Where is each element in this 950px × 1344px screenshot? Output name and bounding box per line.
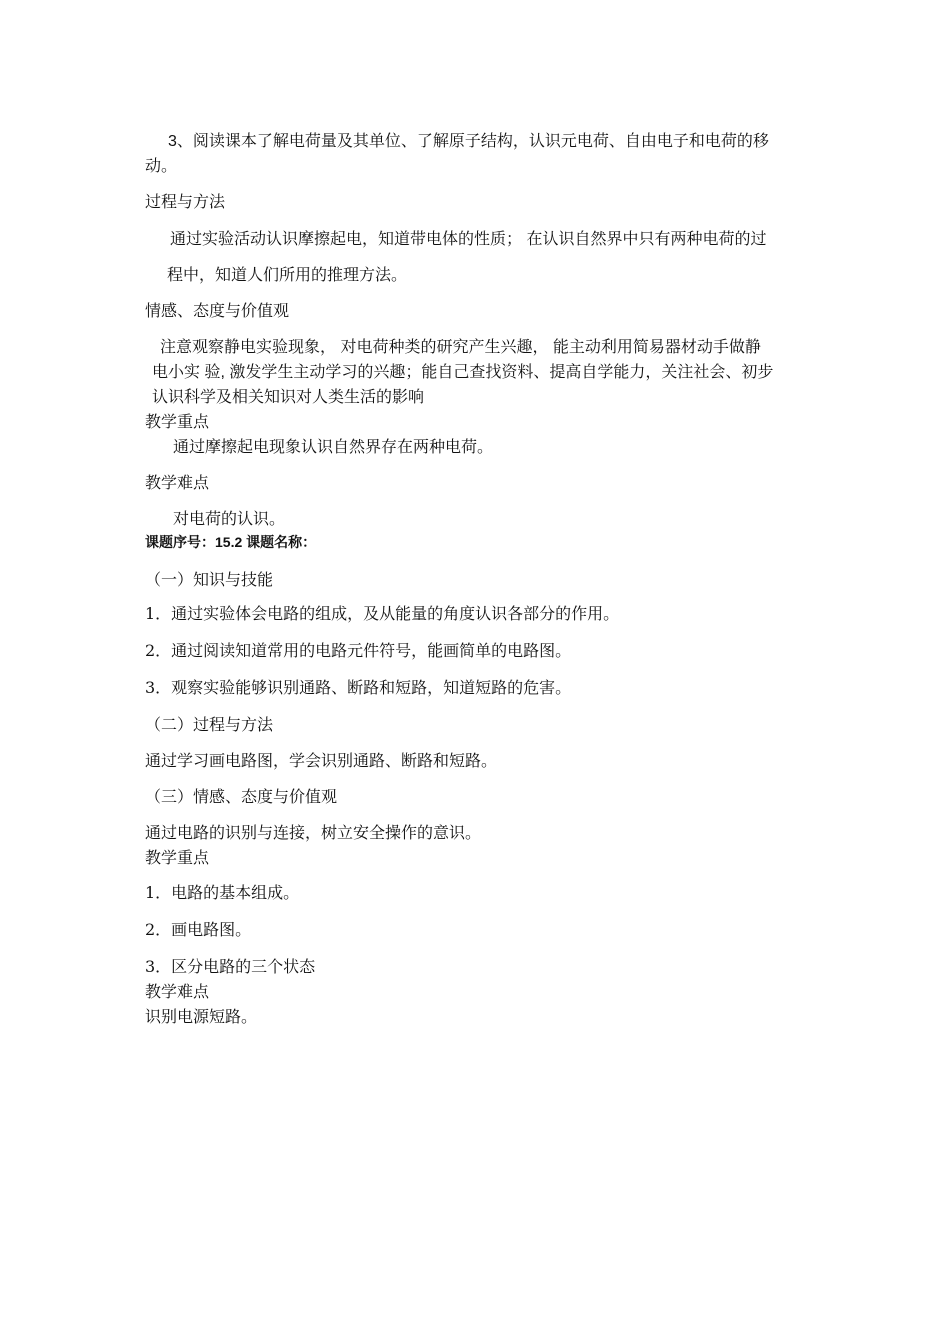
- key-item: 3．区分电路的三个状态: [145, 957, 316, 976]
- process-method-line-2: 程中，知道人们所用的推理方法。: [167, 267, 408, 284]
- emotion-attitude-line-1: 注意观察静电实验现象， 对电荷种类的研究产生兴趣， 能主动利用简易器材动手做静: [160, 339, 761, 356]
- knowledge-item: 3．观察实验能够识别通路、断路和短路，知道短路的危害。: [145, 678, 572, 697]
- teaching-difficulty-heading: 教学难点: [145, 473, 210, 492]
- process-method-heading-2: （二）过程与方法: [145, 715, 274, 734]
- lesson-number-label: 课题序号：15.2 课题名称：: [145, 534, 317, 550]
- objective-item-3-line-1: 3、阅读课本了解电荷量及其单位、了解原子结构，认识元电荷、自由电子和电荷的移: [168, 133, 769, 150]
- teaching-difficulty-text: 对电荷的认识。: [173, 509, 286, 528]
- process-method-heading: 过程与方法: [145, 192, 226, 211]
- emotion-attitude-heading-2: （三）情感、态度与价值观: [145, 787, 338, 806]
- teaching-difficulty-text-2: 识别电源短路。: [145, 1007, 258, 1026]
- teaching-key-heading: 教学重点: [145, 412, 210, 431]
- process-method-line-1: 通过实验活动认识摩擦起电，知道带电体的性质； 在认识自然界中只有两种电荷的过: [170, 231, 767, 248]
- emotion-attitude-line-2: 电小实 验, 激发学生主动学习的兴趣；能自己查找资料、提高自学能力，关注社会、初步: [152, 364, 774, 381]
- objective-item-3-line-2: 动。: [145, 158, 178, 175]
- teaching-difficulty-heading-2: 教学难点: [145, 982, 210, 1001]
- knowledge-skills-heading: （一）知识与技能: [145, 570, 274, 589]
- key-item: 1．电路的基本组成。: [145, 883, 300, 902]
- emotion-attitude-text-2: 通过电路的识别与连接，树立安全操作的意识。: [145, 823, 482, 842]
- key-item: 2．画电路图。: [145, 920, 252, 939]
- knowledge-item: 2．通过阅读知道常用的电路元件符号，能画简单的电路图。: [145, 641, 572, 660]
- teaching-key-heading-2: 教学重点: [145, 848, 210, 867]
- emotion-attitude-heading: 情感、态度与价值观: [145, 301, 290, 320]
- process-method-text-2: 通过学习画电路图，学会识别通路、断路和短路。: [145, 751, 498, 770]
- emotion-attitude-line-3: 认识科学及相关知识对人类生活的影响: [152, 389, 425, 406]
- teaching-key-text: 通过摩擦起电现象认识自然界存在两种电荷。: [173, 437, 494, 456]
- knowledge-item: 1．通过实验体会电路的组成，及从能量的角度认识各部分的作用。: [145, 604, 620, 623]
